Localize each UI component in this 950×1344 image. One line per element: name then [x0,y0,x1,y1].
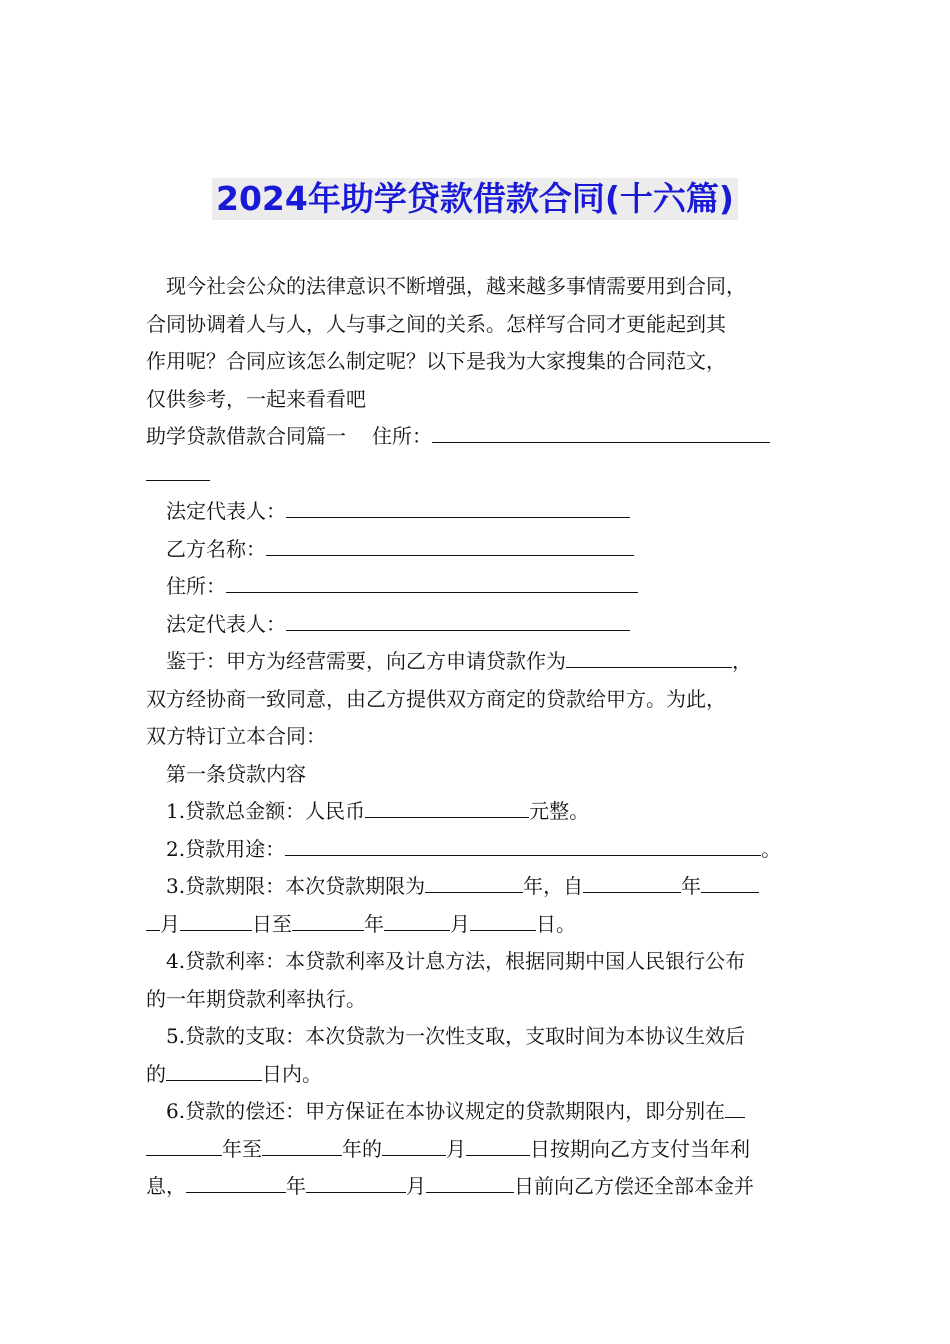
whereas-line-1 [146,643,814,681]
whereas-line-2: 双方经协商一致同意，由乙方提供双方商定的贷款给甲方。为此， [146,686,726,711]
article-1-title: 第一条贷款内容 [166,761,306,786]
item-6-repay-principal: 日前向乙方偿还全部本金并 [514,1174,754,1198]
whereas-text-1: 鉴于：甲方为经营需要，向乙方申请贷款作为 [166,649,566,673]
item-6-line-1 [146,1093,814,1131]
address-blank[interactable] [432,420,770,443]
item-3-line-1 [146,868,814,906]
item-1-line [146,793,814,831]
party-b-address-label: 住所： [166,574,226,598]
item-4-line-1: 4.贷款利率：本贷款利率及计息方法，根据同期中国人民银行公布 [166,949,746,973]
item-1-label: 1.贷款总金额：人民币 [166,799,366,823]
item-3-month-2: 月 [450,911,470,936]
repay-end-year-blank[interactable] [262,1133,342,1156]
item-3-from: 年，自 [523,874,584,898]
item-2-suffix: 。 [761,836,782,861]
item-6-month-2: 月 [406,1174,426,1198]
intro-line: 作用呢？合同应该怎么制定呢？以下是我为大家搜集的合同范文， [146,349,726,373]
contract-body [146,418,814,1206]
item-3-line-2 [146,906,814,944]
party-b-address-blank[interactable] [226,570,638,593]
party-b-name-line [146,531,814,569]
intro-line: 现今社会公众的法律意识不断增强，越来越多事情需要用到合同， [166,274,746,298]
party-b-legal-rep-label: 法定代表人： [166,611,286,636]
term-years-blank[interactable] [425,870,523,893]
item-6-line-2 [146,1131,814,1169]
party-b-address-line [146,568,814,606]
start-month-blank-continued[interactable] [146,908,160,931]
item-6-line-3 [146,1168,814,1206]
loan-use-blank[interactable] [285,833,761,856]
loan-purpose-blank[interactable] [566,645,732,668]
address-continuation-line [146,456,814,494]
item-6-to: 年至 [222,1136,262,1161]
item-6-month: 月 [446,1136,466,1161]
legal-rep-line [146,493,814,531]
item-3-year-2: 年 [364,911,384,936]
item-5-suffix: 日内。 [262,1061,322,1086]
item-3-month: 月 [160,911,180,936]
party-b-legal-rep-blank[interactable] [286,608,630,631]
intro-paragraph [146,268,814,418]
item-5-line-2 [146,1056,814,1094]
party-b-name-blank[interactable] [266,533,634,556]
whereas-line-3: 双方特订立本合同： [146,724,326,748]
item-3-day: 日。 [536,911,576,936]
end-year-blank[interactable] [292,908,364,931]
title-container [0,178,950,220]
item-2-label: 2.贷款用途： [166,836,286,861]
disbursement-days-blank[interactable] [166,1058,262,1081]
repay-day-blank[interactable] [466,1133,530,1156]
repay-start-year-blank-continued[interactable] [146,1133,222,1156]
end-day-blank[interactable] [470,908,536,931]
principal-month-blank[interactable] [306,1170,406,1193]
legal-rep-label: 法定代表人： [166,499,286,523]
address-blank-continued[interactable] [146,458,210,481]
party-b-name-label: 乙方名称： [166,536,266,561]
start-year-blank[interactable] [583,870,681,893]
item-1-suffix: 元整。 [529,799,590,823]
item-6-interest: 息， [146,1174,186,1198]
end-month-blank[interactable] [384,908,450,931]
whereas-comma: ， [732,649,752,673]
item-6-pay-interest: 日按期向乙方支付当年利 [530,1136,750,1161]
item-3-label: 3.贷款期限：本次贷款期限为 [166,874,426,898]
item-2-line [146,831,814,869]
contract-heading-line [146,418,814,456]
item-4-line-2: 的一年期贷款利率执行。 [146,986,366,1011]
intro-line: 仅供参考，一起来看看吧 [146,386,366,411]
start-month-blank[interactable] [701,870,759,893]
item-6-text: 6.贷款的偿还：甲方保证在本协议规定的贷款期限内，即分别在 [166,1099,726,1123]
item-6-year-of: 年的 [342,1136,382,1161]
start-day-blank[interactable] [180,908,252,931]
repay-start-year-blank[interactable] [725,1095,745,1118]
item-6-year-2: 年 [286,1174,306,1198]
legal-rep-blank[interactable] [286,495,630,518]
item-5-line-1: 5.贷款的支取：本次贷款为一次性支取，支取时间为本协议生效后 [166,1024,746,1048]
item-3-to: 日至 [252,911,292,936]
loan-amount-blank[interactable] [365,795,529,818]
party-b-legal-rep-line [146,606,814,644]
intro-line: 合同协调着人与人，人与事之间的关系。怎样写合同才更能起到其 [146,311,726,336]
repay-month-blank[interactable] [382,1133,446,1156]
principal-year-blank[interactable] [186,1170,286,1193]
document-title: 2024年助学贷款借款合同(十六篇) [212,178,738,220]
address-label: 住所： [372,424,432,448]
contract-heading: 助学贷款借款合同篇一 [146,424,346,448]
item-3-year: 年 [681,874,702,898]
principal-day-blank[interactable] [426,1170,514,1193]
item-5-prefix: 的 [146,1061,166,1086]
